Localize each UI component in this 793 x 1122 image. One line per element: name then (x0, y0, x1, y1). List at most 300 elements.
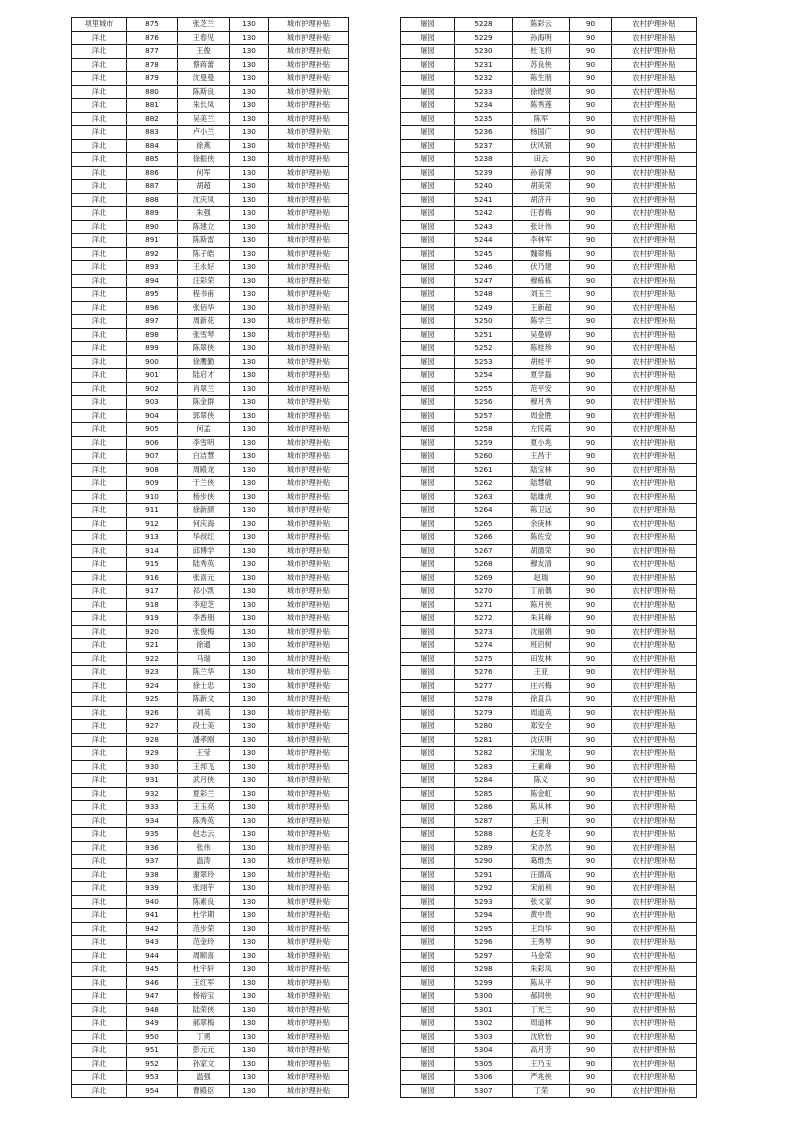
serial-number-cell: 5304 (455, 1044, 513, 1058)
name-cell: 胡德荣 (513, 544, 570, 558)
subsidy-type-cell: 城市护理补贴 (269, 585, 349, 599)
area-cell: 洋北 (72, 855, 127, 869)
subsidy-type-cell: 城市护理补贴 (269, 868, 349, 882)
serial-number-cell: 878 (127, 58, 178, 72)
table-row (72, 517, 349, 531)
serial-number-cell: 5270 (455, 585, 513, 599)
serial-number-cell: 5234 (455, 99, 513, 113)
amount-cell: 90 (570, 733, 612, 747)
serial-number-cell: 5261 (455, 463, 513, 477)
name-cell: 陈子皓 (178, 247, 230, 261)
table-row (401, 396, 697, 410)
amount-cell: 90 (570, 18, 612, 32)
name-cell: 周道英 (513, 706, 570, 720)
area-cell: 屠园 (401, 517, 455, 531)
serial-number-cell: 5292 (455, 882, 513, 896)
name-cell: 穆月秀 (513, 396, 570, 410)
subsidy-type-cell: 农村护理补贴 (612, 180, 697, 194)
serial-number-cell: 5233 (455, 85, 513, 99)
name-cell: 蔡蒋蕾 (178, 58, 230, 72)
area-cell: 屠园 (401, 477, 455, 491)
subsidy-type-cell: 城市护理补贴 (269, 58, 349, 72)
amount-cell: 130 (230, 18, 269, 32)
area-cell: 洋北 (72, 220, 127, 234)
table-row (72, 274, 349, 288)
area-cell: 项里城市 (72, 18, 127, 32)
amount-cell: 130 (230, 571, 269, 585)
name-cell: 程书甫 (178, 288, 230, 302)
table-row (401, 45, 697, 59)
table-row (401, 976, 697, 990)
subsidy-type-cell: 农村护理补贴 (612, 450, 697, 464)
area-cell: 洋北 (72, 396, 127, 410)
table-row (72, 1003, 349, 1017)
table-row (72, 936, 349, 950)
area-cell: 屠园 (401, 936, 455, 950)
serial-number-cell: 5240 (455, 180, 513, 194)
subsidy-type-cell: 农村护理补贴 (612, 477, 697, 491)
name-cell: 陈学兰 (513, 315, 570, 329)
area-cell: 洋北 (72, 814, 127, 828)
serial-number-cell: 879 (127, 72, 178, 86)
area-cell: 洋北 (72, 544, 127, 558)
area-cell: 洋北 (72, 247, 127, 261)
amount-cell: 90 (570, 612, 612, 626)
name-cell: 潘孝刚 (178, 733, 230, 747)
area-cell: 洋北 (72, 895, 127, 909)
amount-cell: 90 (570, 112, 612, 126)
serial-number-cell: 891 (127, 234, 178, 248)
amount-cell: 130 (230, 1044, 269, 1058)
name-cell: 白洁慧 (178, 450, 230, 464)
table-row (72, 963, 349, 977)
name-cell: 徐振侠 (178, 153, 230, 167)
name-cell: 陈从平 (513, 976, 570, 990)
table-row (401, 99, 697, 113)
subsidy-type-cell: 城市护理补贴 (269, 963, 349, 977)
area-cell: 洋北 (72, 261, 127, 275)
name-cell: 陆慧敏 (513, 477, 570, 491)
name-cell: 丁前偶 (513, 585, 570, 599)
subsidy-type-cell: 农村护理补贴 (612, 490, 697, 504)
area-cell: 洋北 (72, 1003, 127, 1017)
table-row (72, 706, 349, 720)
name-cell: 周顺喜 (178, 949, 230, 963)
subsidy-type-cell: 农村护理补贴 (612, 936, 697, 950)
name-cell: 丁勇 (178, 1030, 230, 1044)
name-cell: 王素峰 (513, 760, 570, 774)
area-cell: 屠园 (401, 558, 455, 572)
area-cell: 洋北 (72, 274, 127, 288)
area-cell: 屠园 (401, 409, 455, 423)
subsidy-type-cell: 农村护理补贴 (612, 612, 697, 626)
table-row (401, 1057, 697, 1071)
name-cell: 周殿龙 (178, 463, 230, 477)
table-row (72, 652, 349, 666)
area-cell: 洋北 (72, 72, 127, 86)
subsidy-type-cell: 农村护理补贴 (612, 328, 697, 342)
name-cell: 周新花 (178, 315, 230, 329)
subsidy-type-cell: 城市护理补贴 (269, 922, 349, 936)
serial-number-cell: 5274 (455, 639, 513, 653)
area-cell: 屠园 (401, 423, 455, 437)
serial-number-cell: 940 (127, 895, 178, 909)
table-row (72, 477, 349, 491)
amount-cell: 90 (570, 760, 612, 774)
table-row (401, 720, 697, 734)
subsidy-type-cell: 城市护理补贴 (269, 369, 349, 383)
table-row (401, 423, 697, 437)
serial-number-cell: 5254 (455, 369, 513, 383)
area-cell: 屠园 (401, 99, 455, 113)
serial-number-cell: 908 (127, 463, 178, 477)
subsidy-type-cell: 农村护理补贴 (612, 112, 697, 126)
serial-number-cell: 925 (127, 693, 178, 707)
amount-cell: 130 (230, 612, 269, 626)
serial-number-cell: 913 (127, 531, 178, 545)
name-cell: 王红军 (178, 976, 230, 990)
table-row (401, 598, 697, 612)
serial-number-cell: 936 (127, 841, 178, 855)
serial-number-cell: 877 (127, 45, 178, 59)
serial-number-cell: 5291 (455, 868, 513, 882)
area-cell: 洋北 (72, 234, 127, 248)
subsidy-type-cell: 城市护理补贴 (269, 828, 349, 842)
amount-cell: 130 (230, 504, 269, 518)
name-cell: 赵志云 (178, 828, 230, 842)
subsidy-type-cell: 城市护理补贴 (269, 490, 349, 504)
area-cell: 洋北 (72, 922, 127, 936)
serial-number-cell: 931 (127, 774, 178, 788)
amount-cell: 90 (570, 841, 612, 855)
table-row (401, 585, 697, 599)
name-cell: 陈翠侠 (178, 342, 230, 356)
name-cell: 沈丽娟 (513, 625, 570, 639)
subsidy-type-cell: 农村护理补贴 (612, 828, 697, 842)
amount-cell: 90 (570, 963, 612, 977)
name-cell: 卢小兰 (178, 126, 230, 140)
table-row (401, 639, 697, 653)
table-row (72, 787, 349, 801)
subsidy-type-cell: 城市护理补贴 (269, 396, 349, 410)
name-cell: 伏乃建 (513, 261, 570, 275)
amount-cell: 90 (570, 463, 612, 477)
name-cell: 杨裕宝 (178, 990, 230, 1004)
table-row (401, 85, 697, 99)
table-row (72, 315, 349, 329)
amount-cell: 90 (570, 382, 612, 396)
name-cell: 陈彩云 (513, 18, 570, 32)
table-row (72, 531, 349, 545)
name-cell: 田发林 (513, 652, 570, 666)
serial-number-cell: 5306 (455, 1071, 513, 1085)
serial-number-cell: 5289 (455, 841, 513, 855)
amount-cell: 130 (230, 153, 269, 167)
area-cell: 屠园 (401, 1017, 455, 1031)
serial-number-cell: 5295 (455, 922, 513, 936)
table-row (72, 247, 349, 261)
area-cell: 屠园 (401, 868, 455, 882)
amount-cell: 90 (570, 814, 612, 828)
subsidy-type-cell: 农村护理补贴 (612, 652, 697, 666)
serial-number-cell: 889 (127, 207, 178, 221)
amount-cell: 90 (570, 193, 612, 207)
area-cell: 屠园 (401, 85, 455, 99)
amount-cell: 130 (230, 1071, 269, 1085)
area-cell: 洋北 (72, 58, 127, 72)
area-cell: 屠园 (401, 706, 455, 720)
table-row (72, 139, 349, 153)
amount-cell: 130 (230, 463, 269, 477)
name-cell: 陈兰华 (178, 666, 230, 680)
table-row (72, 85, 349, 99)
area-cell: 洋北 (72, 153, 127, 167)
serial-number-cell: 5238 (455, 153, 513, 167)
table-row (401, 463, 697, 477)
table-row (72, 490, 349, 504)
table-row (401, 544, 697, 558)
subsidy-type-cell: 农村护理补贴 (612, 342, 697, 356)
amount-cell: 90 (570, 1003, 612, 1017)
name-cell: 郝翠梅 (178, 1017, 230, 1031)
name-cell: 余庚林 (513, 517, 570, 531)
name-cell: 范步荣 (178, 922, 230, 936)
subsidy-type-cell: 城市护理补贴 (269, 558, 349, 572)
amount-cell: 130 (230, 922, 269, 936)
amount-cell: 90 (570, 72, 612, 86)
area-cell: 洋北 (72, 598, 127, 612)
table-row (401, 207, 697, 221)
name-cell: 郝同侠 (513, 990, 570, 1004)
serial-number-cell: 5235 (455, 112, 513, 126)
amount-cell: 130 (230, 477, 269, 491)
table-row (72, 504, 349, 518)
subsidy-type-cell: 城市护理补贴 (269, 166, 349, 180)
amount-cell: 90 (570, 409, 612, 423)
subsidy-type-cell: 农村护理补贴 (612, 85, 697, 99)
subsidy-type-cell: 城市护理补贴 (269, 652, 349, 666)
subsidy-type-cell: 农村护理补贴 (612, 855, 697, 869)
amount-cell: 90 (570, 1044, 612, 1058)
subsidy-type-cell: 农村护理补贴 (612, 301, 697, 315)
amount-cell: 90 (570, 828, 612, 842)
serial-number-cell: 5239 (455, 166, 513, 180)
name-cell: 陈新文 (178, 693, 230, 707)
area-cell: 屠园 (401, 288, 455, 302)
table-row (72, 342, 349, 356)
amount-cell: 90 (570, 774, 612, 788)
subsidy-type-cell: 城市护理补贴 (269, 450, 349, 464)
serial-number-cell: 942 (127, 922, 178, 936)
area-cell: 洋北 (72, 45, 127, 59)
amount-cell: 90 (570, 166, 612, 180)
name-cell: 宋亦然 (513, 841, 570, 855)
serial-number-cell: 930 (127, 760, 178, 774)
amount-cell: 90 (570, 220, 612, 234)
subsidy-type-cell: 农村护理补贴 (612, 531, 697, 545)
serial-number-cell: 5296 (455, 936, 513, 950)
subsidy-type-cell: 城市护理补贴 (269, 760, 349, 774)
subsidy-type-cell: 城市护理补贴 (269, 787, 349, 801)
table-row (72, 463, 349, 477)
subsidy-type-cell: 城市护理补贴 (269, 747, 349, 761)
left-subsidy-table (71, 17, 349, 1098)
area-cell: 洋北 (72, 774, 127, 788)
subsidy-type-cell: 农村护理补贴 (612, 504, 697, 518)
area-cell: 屠园 (401, 828, 455, 842)
name-cell: 陈斯雷 (178, 234, 230, 248)
area-cell: 屠园 (401, 720, 455, 734)
table-row (72, 355, 349, 369)
name-cell: 沈庆凤 (178, 193, 230, 207)
area-cell: 洋北 (72, 949, 127, 963)
area-cell: 屠园 (401, 1057, 455, 1071)
serial-number-cell: 927 (127, 720, 178, 734)
area-cell: 屠园 (401, 139, 455, 153)
area-cell: 洋北 (72, 463, 127, 477)
area-cell: 屠园 (401, 72, 455, 86)
amount-cell: 90 (570, 639, 612, 653)
subsidy-type-cell: 农村护理补贴 (612, 31, 697, 45)
area-cell: 屠园 (401, 369, 455, 383)
area-cell: 屠园 (401, 31, 455, 45)
area-cell: 屠园 (401, 895, 455, 909)
serial-number-cell: 921 (127, 639, 178, 653)
subsidy-type-cell: 农村护理补贴 (612, 139, 697, 153)
subsidy-type-cell: 城市护理补贴 (269, 990, 349, 1004)
area-cell: 洋北 (72, 342, 127, 356)
subsidy-type-cell: 城市护理补贴 (269, 409, 349, 423)
table-row (401, 1030, 697, 1044)
table-row (72, 733, 349, 747)
serial-number-cell: 896 (127, 301, 178, 315)
table-row (401, 801, 697, 815)
subsidy-type-cell: 城市护理补贴 (269, 679, 349, 693)
subsidy-type-cell: 城市护理补贴 (269, 1003, 349, 1017)
area-cell: 屠园 (401, 814, 455, 828)
subsidy-type-cell: 农村护理补贴 (612, 895, 697, 909)
amount-cell: 130 (230, 72, 269, 86)
name-cell: 徐士忠 (178, 679, 230, 693)
amount-cell: 90 (570, 598, 612, 612)
amount-cell: 130 (230, 882, 269, 896)
area-cell: 屠园 (401, 922, 455, 936)
area-cell: 屠园 (401, 247, 455, 261)
serial-number-cell: 5267 (455, 544, 513, 558)
subsidy-type-cell: 城市护理补贴 (269, 625, 349, 639)
table-row (72, 585, 349, 599)
area-cell: 屠园 (401, 666, 455, 680)
serial-number-cell: 5256 (455, 396, 513, 410)
subsidy-type-cell: 城市护理补贴 (269, 666, 349, 680)
area-cell: 屠园 (401, 571, 455, 585)
table-row (72, 369, 349, 383)
amount-cell: 90 (570, 139, 612, 153)
serial-number-cell: 5260 (455, 450, 513, 464)
name-cell: 沈欣怡 (513, 1030, 570, 1044)
subsidy-type-cell: 农村护理补贴 (612, 1003, 697, 1017)
table-row (72, 1030, 349, 1044)
table-row (401, 342, 697, 356)
name-cell: 穆栋栋 (513, 274, 570, 288)
name-cell: 张计伟 (513, 220, 570, 234)
subsidy-type-cell: 农村护理补贴 (612, 1084, 697, 1098)
amount-cell: 90 (570, 315, 612, 329)
name-cell: 伏风银 (513, 139, 570, 153)
amount-cell: 130 (230, 436, 269, 450)
serial-number-cell: 5280 (455, 720, 513, 734)
name-cell: 刘玉兰 (513, 288, 570, 302)
serial-number-cell: 907 (127, 450, 178, 464)
subsidy-type-cell: 农村护理补贴 (612, 193, 697, 207)
table-row (72, 801, 349, 815)
serial-number-cell: 5262 (455, 477, 513, 491)
serial-number-cell: 876 (127, 31, 178, 45)
serial-number-cell: 915 (127, 558, 178, 572)
amount-cell: 130 (230, 936, 269, 950)
serial-number-cell: 5237 (455, 139, 513, 153)
table-row (401, 234, 697, 248)
serial-number-cell: 5269 (455, 571, 513, 585)
name-cell: 陈素良 (178, 895, 230, 909)
serial-number-cell: 887 (127, 180, 178, 194)
area-cell: 屠园 (401, 301, 455, 315)
area-cell: 屠园 (401, 382, 455, 396)
amount-cell: 90 (570, 855, 612, 869)
area-cell: 洋北 (72, 517, 127, 531)
area-cell: 屠园 (401, 220, 455, 234)
name-cell: 陆宝林 (513, 463, 570, 477)
subsidy-type-cell: 城市护理补贴 (269, 463, 349, 477)
table-row (401, 841, 697, 855)
name-cell: 穆友清 (513, 558, 570, 572)
amount-cell: 130 (230, 598, 269, 612)
amount-cell: 130 (230, 1084, 269, 1098)
table-row (72, 679, 349, 693)
area-cell: 洋北 (72, 355, 127, 369)
subsidy-type-cell: 城市护理补贴 (269, 1017, 349, 1031)
serial-number-cell: 5307 (455, 1084, 513, 1098)
table-row (72, 99, 349, 113)
table-row (401, 882, 697, 896)
table-row (401, 126, 697, 140)
area-cell: 洋北 (72, 706, 127, 720)
name-cell: 孙家文 (178, 1057, 230, 1071)
subsidy-type-cell: 农村护理补贴 (612, 720, 697, 734)
area-cell: 洋北 (72, 139, 127, 153)
name-cell: 沈曼曼 (178, 72, 230, 86)
area-cell: 屠园 (401, 463, 455, 477)
area-cell: 屠园 (401, 990, 455, 1004)
area-cell: 洋北 (72, 288, 127, 302)
amount-cell: 130 (230, 652, 269, 666)
name-cell: 杨国广 (513, 126, 570, 140)
table-row (401, 58, 697, 72)
name-cell: 范平安 (513, 382, 570, 396)
serial-number-cell: 5242 (455, 207, 513, 221)
area-cell: 屠园 (401, 747, 455, 761)
amount-cell: 90 (570, 720, 612, 734)
area-cell: 洋北 (72, 207, 127, 221)
subsidy-type-cell: 城市护理补贴 (269, 301, 349, 315)
area-cell: 洋北 (72, 990, 127, 1004)
amount-cell: 90 (570, 355, 612, 369)
amount-cell: 90 (570, 180, 612, 194)
amount-cell: 90 (570, 652, 612, 666)
table-row (401, 990, 697, 1004)
name-cell: 胡济开 (513, 193, 570, 207)
subsidy-type-cell: 城市护理补贴 (269, 153, 349, 167)
